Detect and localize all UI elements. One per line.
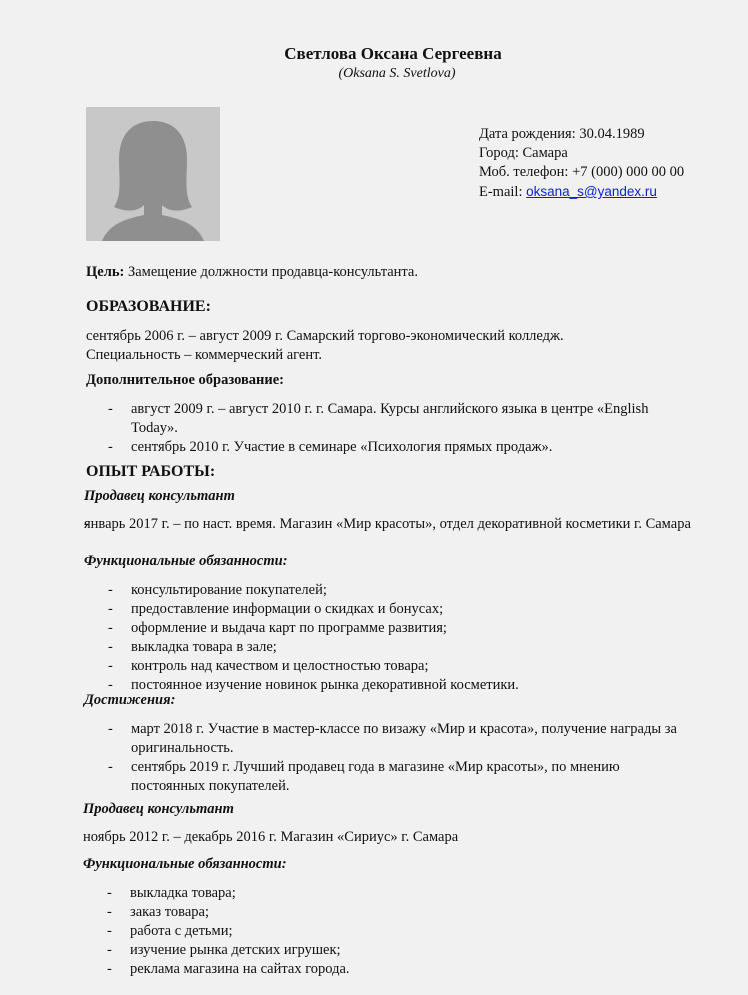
goal-text: Замещение должности продавца-консультанта. xyxy=(124,264,418,280)
email-row xyxy=(479,182,684,202)
list-item: - работа с детьми; xyxy=(107,922,707,941)
education-main-line2: Специальность – коммерческий агент. xyxy=(86,347,322,363)
email-link[interactable]: oksana_s@yandex.ru xyxy=(526,184,657,199)
job-2-period: ноябрь 2012 г. – декабрь 2016 г. Магазин «Сириус» г. Самара xyxy=(83,829,459,845)
job-1-achievements-list xyxy=(108,720,688,796)
job-1-period xyxy=(84,515,724,534)
additional-education-list xyxy=(108,400,688,457)
list-item: - оформление и выдача карт по программе развития; xyxy=(108,619,708,638)
experience-heading: ОПЫТ РАБОТЫ: xyxy=(86,463,216,480)
list-item: - выкладка товара в зале; xyxy=(108,638,708,657)
email-label: E-mail: xyxy=(479,184,527,200)
education-heading: ОБРАЗОВАНИЕ: xyxy=(86,298,211,315)
person-silhouette-icon xyxy=(86,107,220,241)
list-item: - выкладка товара; xyxy=(107,884,707,903)
list-item: - реклама магазина на сайтах города. xyxy=(107,960,707,979)
job-1-achievements-heading: Достижения: xyxy=(84,692,176,708)
contact-block xyxy=(479,125,684,202)
goal xyxy=(86,263,418,282)
education-main-line1: сентябрь 2006 г. – август 2009 г. Самарский торгово-экономический колледж. xyxy=(86,328,564,344)
full-name: Светлова Оксана Сергеевна xyxy=(284,44,502,63)
list-item: - заказ товара; xyxy=(107,903,707,922)
goal-label: Цель: xyxy=(86,264,125,280)
profile-photo xyxy=(86,107,220,241)
list-item: - постоянное изучение новинок рынка декоративной косметики. xyxy=(108,676,708,695)
phone: Моб. телефон: +7 (000) 000 00 00 xyxy=(479,164,685,180)
job-2-position: Продавец консультант xyxy=(83,801,234,817)
list-item: - консультирование покупателей; xyxy=(108,581,708,600)
additional-education-heading: Дополнительное образование: xyxy=(86,372,285,388)
job-2-duties-list xyxy=(107,884,707,979)
list-item: - март 2018 г. Участие в мастер-классе по визажу «Мир и красота», получение награды за оригинальность. xyxy=(108,720,688,758)
birth-date: Дата рождения: 30.04.1989 xyxy=(479,126,645,142)
list-item: - сентябрь 2019 г. Лучший продавец года в магазине «Мир красоты», по мнению постоянных покупателей. xyxy=(108,758,688,796)
latin-name: (Oksana S. Svetlova) xyxy=(338,66,456,81)
list-item: - предоставление информации о скидках и бонусах; xyxy=(108,600,708,619)
job-1-duties-list xyxy=(108,581,708,695)
job-1-period-text: - январь 2017 г. – по наст. время. Магазин «Мир красоты», отдел декоративной косметики г. Самара xyxy=(84,515,724,534)
list-item: - изучение рынка детских игрушек; xyxy=(107,941,707,960)
list-item: - сентябрь 2010 г. Участие в семинаре «Психология прямых продаж». xyxy=(108,438,688,457)
job-1-duties-heading: Функциональные обязанности: xyxy=(84,553,288,569)
job-2-duties-heading: Функциональные обязанности: xyxy=(83,856,287,872)
list-item: - август 2009 г. – август 2010 г. г. Самара. Курсы английского языка в центре «English Today». xyxy=(108,400,688,438)
city: Город: Самара xyxy=(479,145,568,161)
job-1-position: Продавец консультант xyxy=(84,488,235,504)
list-item: - контроль над качеством и целостностью товара; xyxy=(108,657,708,676)
